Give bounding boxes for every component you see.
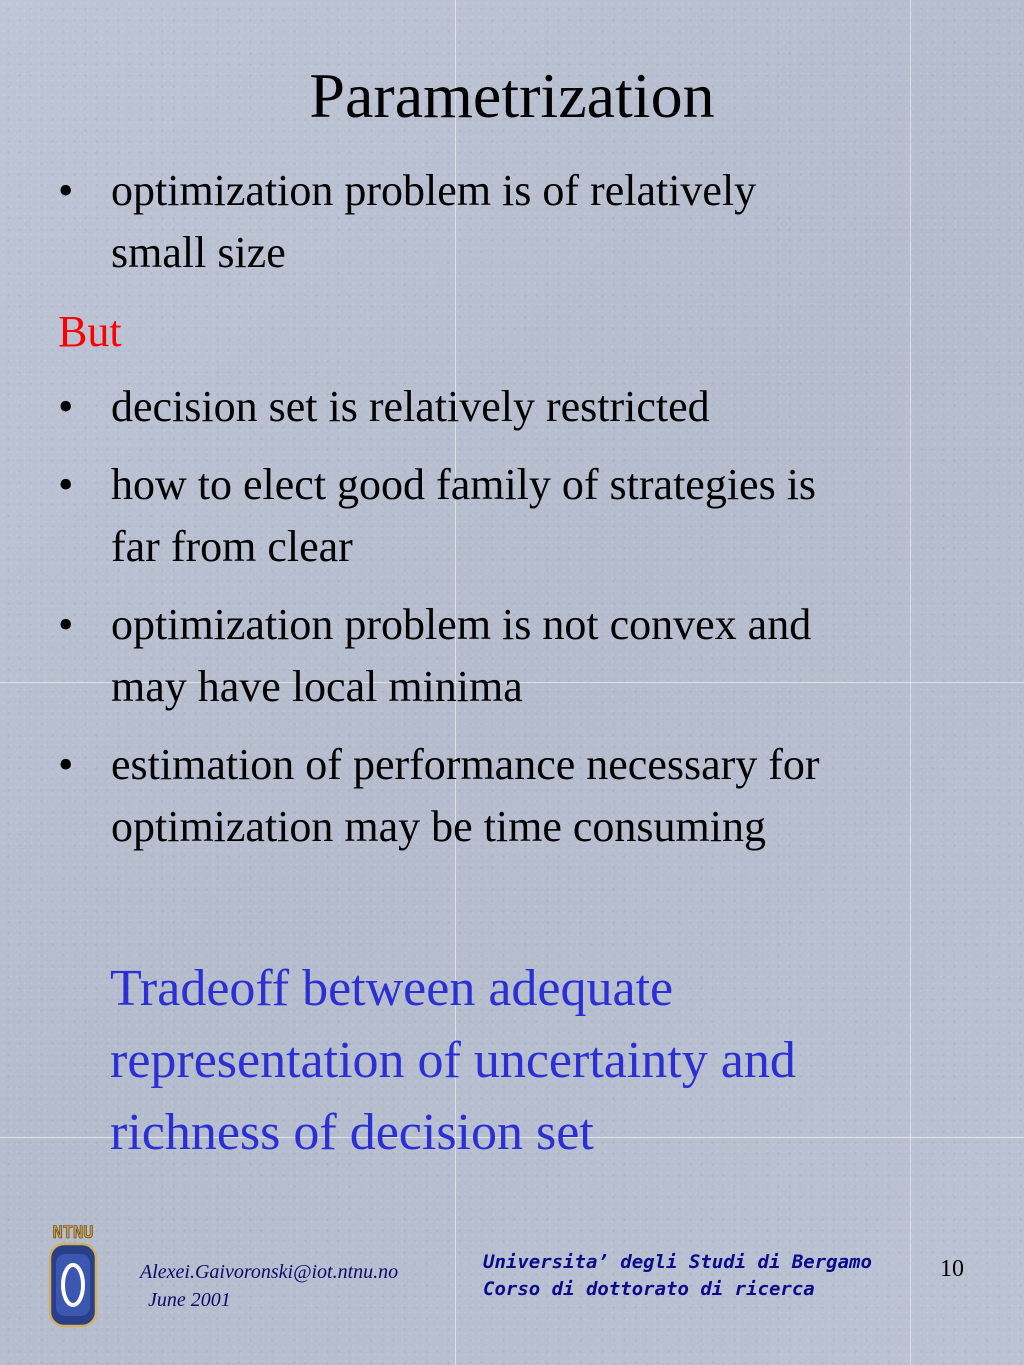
conclusion-line: Tradeoff between adequate — [110, 960, 674, 1017]
bullet-icon: • — [58, 382, 74, 431]
footer-institution — [483, 1249, 872, 1303]
ntnu-logo-text: NTNU — [52, 1223, 94, 1243]
bullet-item-estimation — [58, 734, 978, 858]
bullet-line: optimization problem is of relatively — [111, 166, 757, 215]
but-label: But — [58, 307, 122, 356]
conclusion-line: representation of uncertainty and — [110, 1032, 796, 1089]
page-number: 10 — [940, 1256, 964, 1282]
bullet-item-not-convex — [58, 594, 978, 718]
bullet-item-decision-set — [58, 376, 978, 438]
bullet-item-small-size — [58, 160, 978, 284]
bullet-line: estimation of performance necessary for — [111, 740, 820, 789]
ntnu-logo — [44, 1218, 102, 1330]
conclusion-text — [110, 953, 990, 1169]
conclusion-line: richness of decision set — [110, 1104, 594, 1161]
bullet-icon: • — [58, 460, 74, 509]
course-name: Corso di dottorato di ricerca — [483, 1278, 815, 1300]
bullet-line: optimization problem is not convex and — [111, 600, 812, 649]
bullet-line: small size — [111, 228, 286, 277]
university-name: Universita’ degli Studi di Bergamo — [483, 1251, 872, 1273]
author-email: Alexei.Gaivoronski@iot.ntnu.no — [140, 1261, 399, 1283]
bullet-line: how to elect good family of strategies is — [111, 460, 817, 509]
bullet-icon: • — [58, 600, 74, 649]
bullet-icon: • — [58, 740, 74, 789]
bullet-line: far from clear — [111, 522, 353, 571]
bullet-item-family-of-strategies — [58, 454, 978, 578]
bullet-line: optimization may be time consuming — [111, 802, 766, 851]
bullet-icon: • — [58, 166, 74, 215]
footer-author — [140, 1258, 398, 1314]
bullet-line: decision set is relatively restricted — [111, 382, 710, 431]
slide-title: Parametrization — [309, 60, 715, 131]
footer-date: June 2001 — [148, 1289, 231, 1311]
bullet-line: may have local minima — [111, 662, 523, 711]
